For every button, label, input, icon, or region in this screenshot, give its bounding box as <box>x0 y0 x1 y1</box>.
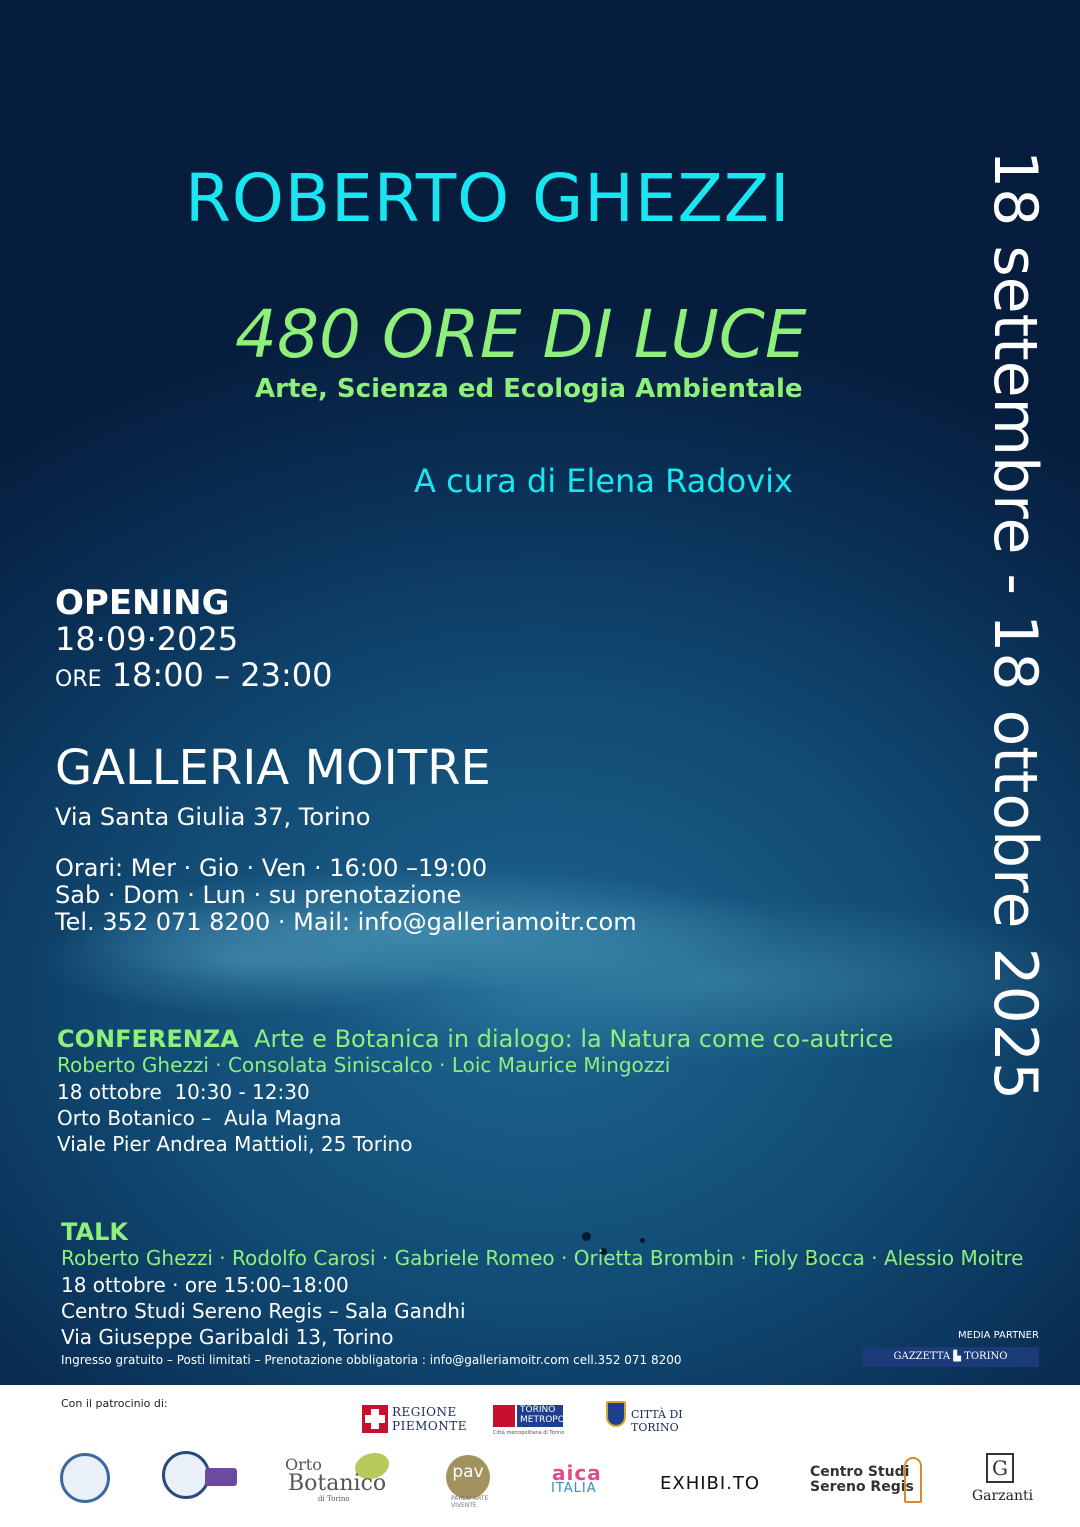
talk-speakers: Roberto Ghezzi · Rodolfo Carosi · Gabriele Romeo · Orietta Brombin · Fioly Bocca · Alessio Moitre <box>61 1246 1024 1270</box>
partner-badge-icon <box>205 1468 237 1486</box>
talk-heading: TALK <box>61 1218 128 1246</box>
city-shield-icon <box>606 1401 626 1427</box>
pav-logo: pav <box>446 1455 490 1499</box>
garzanti-logo: Garzanti <box>972 1488 1034 1504</box>
regione-line-1: REGIONE <box>392 1405 457 1419</box>
gallery-hours-contact: Orari: Mer · Gio · Ven · 16:00 –19:00 Sab · Dom · Lun · su prenotazione Tel. 352 071 8200 · Mail: info@galleriamoitr.com <box>55 854 637 936</box>
opening-time: 18:00 – 23:00 <box>111 656 333 694</box>
partner-seal-icon <box>60 1453 110 1503</box>
media-partner-logo: GAZZETTA ▙ TORINO <box>862 1347 1039 1367</box>
citta-di-torino-text: CITTÀ DI TORINO <box>631 1408 683 1434</box>
media-partner-label: MEDIA PARTNER <box>958 1330 1039 1341</box>
regione-line-2: PIEMONTE <box>392 1419 467 1433</box>
conference-heading: CONFERENZA <box>57 1025 239 1053</box>
sponsor-footer <box>0 1385 1080 1527</box>
orto-botanico-line-1: Orto <box>285 1455 322 1474</box>
gallery-name: GALLERIA MOITRE <box>55 740 491 796</box>
opening-time-line <box>55 656 332 694</box>
orto-botanico-line-3: di Torino <box>318 1495 350 1503</box>
aica-logo: aica <box>552 1461 602 1485</box>
artist-name: ROBERTO GHEZZI <box>185 160 791 237</box>
torino-metropoli-logo <box>493 1403 573 1437</box>
exhibition-tagline: Arte, Scienza ed Ecologia Ambientale <box>255 374 803 404</box>
citta-di-torino-logo <box>606 1399 726 1434</box>
metropoli-caption: Città metropolitana di Torino <box>493 1430 565 1436</box>
partner-seal-icon <box>162 1451 210 1499</box>
opening-time-prefix: ORE <box>55 667 102 692</box>
exhibito-logo: EXHIBI.TO <box>660 1473 761 1494</box>
booking-note: Ingresso gratuito – Posti limitati – Prenotazione obbligatoria : info@galleriamoitr.com cell.352 071 8200 <box>61 1353 682 1367</box>
opening-date: 18·09·2025 <box>55 620 239 658</box>
pav-caption: PARCO ARTE VIVENTE <box>451 1495 489 1509</box>
curator-credit: A cura di Elena Radovix <box>414 462 793 500</box>
conference-details: 18 ottobre 10:30 - 12:30 Orto Botanico – Aula Magna Viale Pier Andrea Mattioli, 25 Torino <box>57 1080 413 1156</box>
regione-piemonte-logo <box>362 1405 467 1433</box>
gandhi-figure-icon <box>904 1457 922 1503</box>
metropoli-line-2: METROPOLI <box>520 1415 573 1425</box>
speck <box>640 1238 645 1243</box>
conference-line <box>57 1025 893 1053</box>
metropoli-line-1: TORINO <box>520 1405 556 1415</box>
gallery-address: Via Santa Giulia 37, Torino <box>55 803 371 831</box>
talk-details: 18 ottobre · ore 15:00–18:00 Centro Studi Sereno Regis – Sala Gandhi Via Giuseppe Garibaldi 13, Torino <box>61 1273 466 1349</box>
centro-studi-logo: Centro Studi Sereno Regis <box>810 1464 914 1495</box>
orto-botanico-line-2: Botanico <box>288 1471 387 1496</box>
piemonte-flag-icon <box>362 1405 388 1433</box>
patronage-label: Con il patrocinio di: <box>61 1397 168 1410</box>
opening-heading: OPENING <box>55 583 230 623</box>
conference-topic: Arte e Botanica in dialogo: la Natura come co-autrice <box>254 1025 894 1053</box>
exhibition-title: 480 ORE DI LUCE <box>235 296 807 373</box>
exhibition-date-range: 18 settembre - 18 ottobre 2025 <box>980 150 1050 1101</box>
speck <box>582 1232 591 1241</box>
torino-flag-icon <box>493 1405 515 1427</box>
aica-italia: ITALIA <box>551 1481 597 1496</box>
conference-speakers: Roberto Ghezzi · Consolata Siniscalco · Loic Maurice Mingozzi <box>57 1053 671 1077</box>
garzanti-emblem-icon: G <box>986 1453 1014 1483</box>
